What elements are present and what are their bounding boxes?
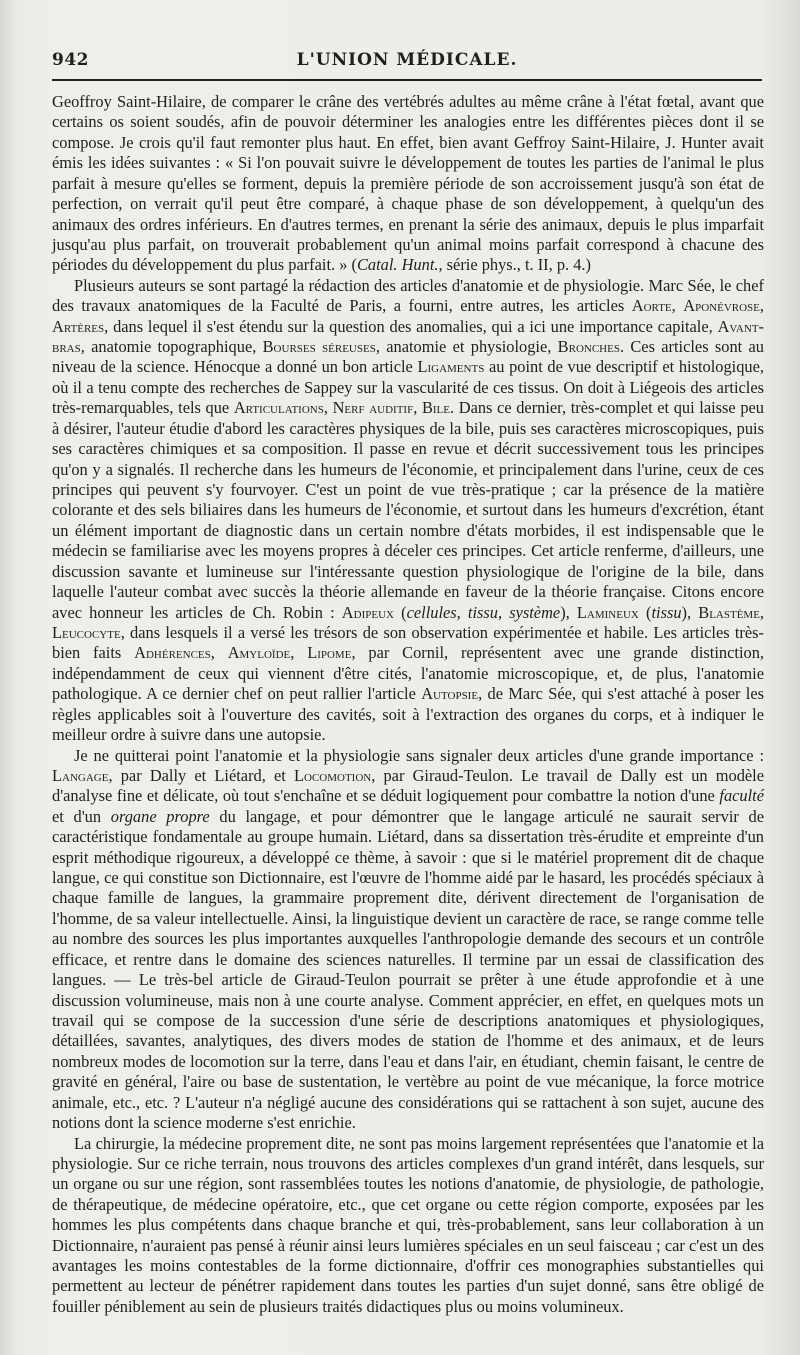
article-title-smallcaps: Locomotion	[293, 765, 372, 785]
text-run: au point de vue descriptif et histologique, où il a tenu compte des recherches de Sappey sur la vascularité de ces tissus. On doit à Liégeois des articles très-remarquables, tels que	[52, 357, 764, 418]
article-title-smallcaps: Adipeux	[341, 602, 394, 622]
article-title-smallcaps: Artères	[52, 316, 105, 336]
text-run: Je ne quitterai point l'anatomie et la physiologie sans signaler deux articles d'une grande importance :	[74, 745, 764, 765]
article-title-smallcaps: Ligaments	[417, 357, 485, 377]
article-title-smallcaps: Lipome	[307, 643, 352, 663]
text-run: ,	[323, 398, 333, 418]
text-run: ,	[290, 643, 308, 663]
article-title-smallcaps: Langage	[52, 765, 109, 785]
text-run: , dans lesquels il a versé les trésors de son observation expérimentée et habile. Les articles très-bien faits	[52, 622, 764, 663]
article-title-smallcaps: Leucocyte	[52, 622, 121, 642]
text-run: du langage, et pour démontrer que le langage articulé ne saurait servir de caractéristique fondamentale au groupe humain. Liétard, dans sa dissertation très-érudite et empreinte d'un esprit méthodique rigoureux, a développé ce thème, à savoir : que si le matériel proprement dit de chaque langue, ce qui constitue son Dictionnaire, est l'œuvre de l'homme aidé par le hasard, les procédés spéciaux à chaque famille de langues, la grammaire proprement dite, dérivent directement de l'organisation de l'homme, de sa valeur intellectuelle. Ainsi, la linguistique devient un caractère de race, se range comme telle au nombre des sources les plus importantes auxquelles l'anthropologie demande des secours et un contrôle efficace, et rentre dans le domaine des sciences naturelles. Il termine par un essai de classification des langues. — Le très-bel article de Giraud-Teulon pourrait se prêter à une étude approfondie et à une discussion volumineuse, mais non à une courte analyse. Comment apprécier, en effet, en quelques mots un travail qui se compose de la succession d'une série de descriptions anatomiques et physiologiques, détaillées, savantes, analytiques, des divers modes de station de l'homme et des animaux, et de leurs nombreux modes de locomotion sur la terre, dans l'eau et dans l'air, en étudiant, chemin faisant, le centre de gravité en général, l'aire ou base de sustentation, le vertèbre au point de vue mécanique, la force motrice animale, etc., etc. ? L'auteur n'a négligé aucune des considérations qui se rattachent à son sujet, aucune des notions dont la science moderne s'est enrichie.	[52, 806, 764, 1133]
paragraph	[52, 92, 764, 276]
text-run: . Dans ce dernier, très-complet et qui laisse peu à désirer, l'auteur étudie d'abord les caractères physiques de la bile, puis ses caractères microscopiques, puis ses caractères chimiques et sa composition. Il passe en revue et décrit successivement tous les principes qu'on y a signalés. Il recherche dans les humeurs de l'économie, et principalement dans l'urine, ceux de ces principes qui peuvent s'y fourvoyer. C'est un point de vue très-pratique ; car la présence de la matière colorante et des sels biliaires dans les humeurs de l'économie, et surtout dans les humeurs d'excrétion, étant un élément important de diagnostic dans un certain nombre d'états morbides, il est indispensable que le médecin se familiarise avec les moyens propres à déceler ces principes. Cet article renferme, d'ailleurs, une discussion savante et lumineuse sur l'intéressante question physiologique de l'origine de la bile, dans laquelle l'auteur combat avec succès la théorie allemande en faveur de la théorie française. Citons encore avec honneur les articles de Ch. Robin :	[52, 398, 764, 622]
running-title: L'UNION MÉDICALE.	[296, 50, 518, 70]
text-run: , anatomie et physiologie,	[375, 337, 558, 357]
article-title-smallcaps: Bile	[421, 398, 450, 418]
text-run: , anatomie topographique,	[80, 337, 263, 357]
paragraph	[52, 746, 764, 1134]
italic-text: faculté	[719, 786, 764, 806]
article-body	[52, 92, 764, 1317]
header-rule	[52, 79, 762, 81]
text-run: ),	[560, 602, 577, 622]
article-title-smallcaps: Aorte	[631, 296, 672, 316]
paragraph	[52, 1134, 764, 1318]
text-run: , par Cornil, représentent avec une grande distinction, indépendamment de ceux qui viennent d'être cités, l'anatomie microscopique, et, de plus, l'anatomie pathologique. A ce dernier chef on peut rallier l'article	[52, 643, 764, 704]
article-title-smallcaps: Avant-bras	[52, 316, 764, 357]
text-run: ,	[759, 602, 765, 622]
paragraph	[52, 276, 764, 746]
text-run: ,	[759, 296, 764, 316]
text-run: , par Dally et Liétard, et	[108, 765, 294, 785]
article-title-smallcaps: Articulations	[233, 398, 324, 418]
text-run: (	[638, 602, 652, 622]
article-title-smallcaps: Adhérences	[134, 643, 211, 663]
article-title-smallcaps: Autopsie	[421, 684, 479, 704]
text-run: , par Giraud-Teulon. Le travail de Dally est un modèle d'analyse fine et délicate, où tout s'enchaîne et se déduit logiquement pour combattre la notion d'une	[52, 765, 764, 806]
italic-text: organe propre	[110, 806, 210, 826]
italic-text: cellules, tissu, système	[406, 602, 561, 622]
text-run: , de Marc Sée, qui s'est attaché à poser les règles applicables soit à l'ouverture des cavités, soit à l'extraction des organes du corps, et à indiquer le meilleur ordre à suivre dans une autopsie.	[52, 684, 764, 745]
text-run: , série phys., t. II, p. 4.)	[438, 255, 591, 275]
article-title-smallcaps: Bronches	[557, 337, 620, 357]
article-title-smallcaps: Bourses séreuses	[262, 337, 376, 357]
page-number: 942	[52, 50, 89, 70]
article-title-smallcaps: Aponévrose	[683, 296, 760, 316]
text-run: ,	[413, 398, 422, 418]
text-run: Plusieurs auteurs se sont partagé la rédaction des articles d'anatomie et de physiologie. Marc Sée, le chef des travaux anatomiques de la Faculté de Paris, a fourni, entre autres, les articles	[52, 275, 764, 316]
text-run: . Ces articles sont au niveau de la science. Hénocque a donné un bon article	[52, 337, 764, 377]
text-run: La chirurgie, la médecine proprement dite, ne sont pas moins largement représentées que l'anatomie et la physiologie. Sur ce riche terrain, nous trouvons des articles complexes d'un grand intérêt, dans lesquels, sur un organe ou sur une région, sont rassemblées toutes les notions d'anatomie, de physiologie, de pathologie, de thérapeutique, de médecine opératoire, etc., que cet organe ou cette région comporte, exposées par les hommes les plus compétents dans chaque branche et qui, très-probablement, sans leur collaboration à un Dictionnaire, n'auraient pas pensé à réunir ainsi leurs lumières spéciales en un seul faisceau ; car c'est un des avantages les moins contestables de la forme dictionnaire, d'offrir ces monographies substantielles qui permettent au lecteur de pénétrer rapidement dans toutes les parties d'un sujet donné, sans être obligé de fouiller péniblement au sein de plusieurs traités didactiques plus ou moins volumineux.	[52, 1133, 764, 1316]
page-header	[52, 50, 762, 76]
text-run: et d'un	[52, 806, 111, 826]
article-title-smallcaps: Nerf auditif	[332, 398, 414, 418]
text-run: , dans lequel il s'est étendu sur la question des anomalies, qui a ici une importance capitale,	[104, 316, 718, 336]
article-title-smallcaps: Lamineux	[576, 602, 639, 622]
italic-text: tissu	[651, 602, 682, 622]
text-run: ,	[210, 643, 228, 663]
italic-text: Catal. Hunt.	[356, 255, 439, 275]
article-title-smallcaps: Blastème	[698, 602, 760, 622]
text-run: ,	[671, 296, 684, 316]
text-run: ),	[681, 602, 699, 622]
text-run: (	[393, 602, 407, 622]
article-title-smallcaps: Amyloïde	[227, 643, 291, 663]
text-run: Geoffroy Saint-Hilaire, de comparer le crâne des vertébrés adultes au même crâne à l'état fœtal, avant que certains os soient soudés, afin de pouvoir déterminer les analogies entre les différentes pièces dont il se compose. Je crois qu'il faut remonter plus haut. En effet, bien avant Geffroy Saint-Hilaire, J. Hunter avait émis les idées suivantes : « Si l'on pouvait suivre le développement de toutes les parties de l'animal le plus parfait à mesure qu'elles se forment, depuis la première période de son accroissement jusqu'à son état de perfection, on verrait qu'il peut être comparé, à chaque phase de son développement, à quelqu'un des animaux des ordres inférieurs. En d'autres termes, en prenant la série des animaux, depuis le plus imparfait jusqu'au plus parfait, on trouverait probablement qu'un animal moins parfait correspond à chacune des périodes du développement du plus parfait. » (	[52, 92, 764, 275]
